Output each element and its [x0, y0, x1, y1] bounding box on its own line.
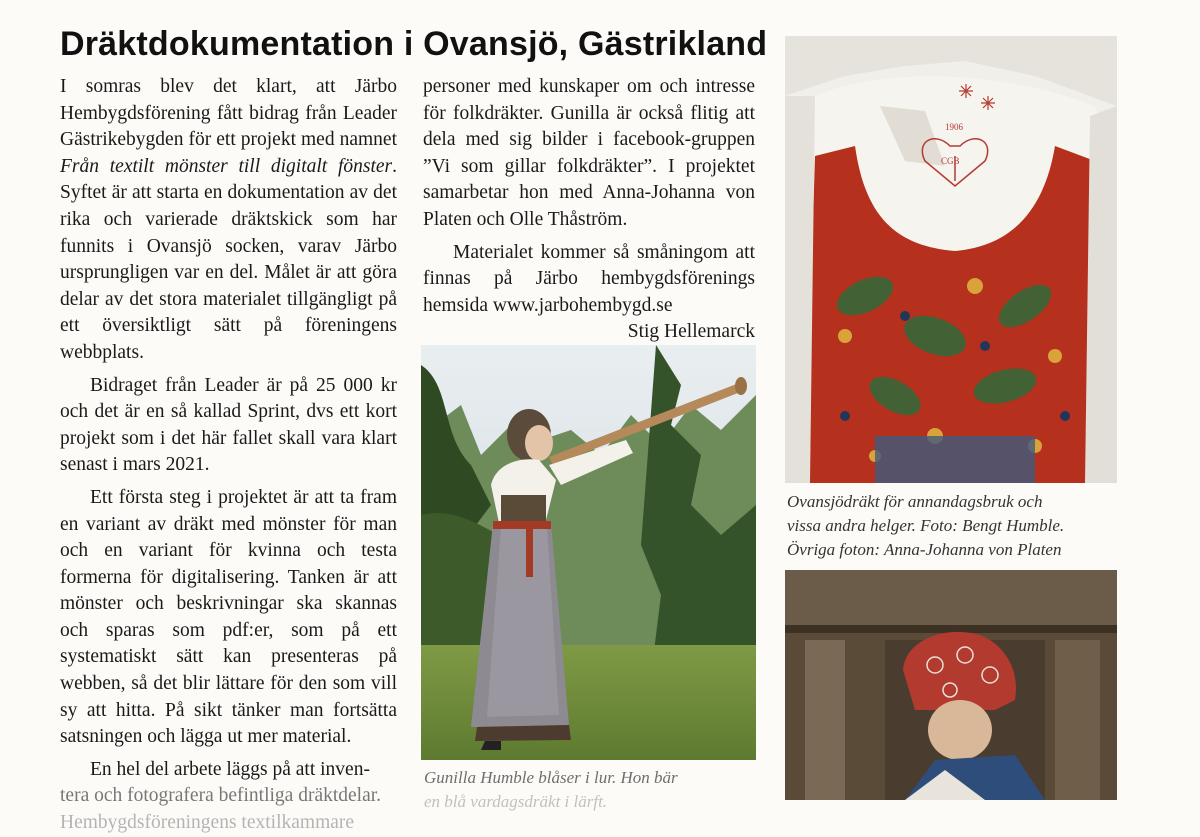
paragraph-5: personer med kunskaper om och intresse för folkdräkter. Gunilla är också flitig att dela med sig bilder i facebook-gruppen ”Vi som gillar folkdräkter”. I projektet samarbetar hon med Anna-Johanna von Platen och Olle Thåström. [423, 76, 755, 230]
costume-caption-line-2: vissa andra helger. Foto: Bengt Humble. [787, 516, 1065, 535]
svg-text:1906: 1906 [945, 122, 963, 132]
article-column-2 [423, 74, 755, 346]
paragraph-3: Ett första steg i projektet är att ta fram en variant av dräkt med mönster för man och en variant för kvinna och testa formerna för digitalisering. Tanken är att mönster och beskrivningar ska skannas och sparas som pdf:er, som på ett systematiskt sätt kan presenteras på webben, så det blir lättare för den som vill sy att hitta. På sikt tänker man fortsätta satsningen och lägga ut mer material. [60, 486, 397, 748]
costume-photo-caption [787, 490, 1064, 562]
paragraph-1-text-end: . Syftet är att starta en dokumentation av det rika och varierade dräktskick som har funnits i Ovansjö socken, varav Järbo ursprungligen var en del. Målet är att göra delar av det stora materialet tillgängligt på ett översiktligt sätt på föreningens webbplats. [60, 155, 397, 363]
paragraph-4-line-1: En hel del arbete läggs på att inven- [90, 758, 370, 780]
author-signature: Stig Hellemarck [627, 321, 755, 343]
article-title: Dräktdokumentation i Ovansjö, Gästrikland [60, 25, 768, 63]
horn-photo-caption [424, 766, 678, 814]
paragraph-2: Bidraget från Leader är på 25 000 kr och det är en så kallad Sprint, dvs ett kort projekt som i det här fallet skall vara klart senast i mars 2021. [60, 374, 397, 476]
paragraph-4-line-2: tera och fotografera befintliga dräktdelar. [60, 785, 382, 807]
woman-blowing-horn-photo [421, 345, 756, 760]
paragraph-1 [60, 74, 397, 367]
project-name: Från textilt mönster till digitalt fönster [60, 155, 393, 177]
horn-caption-line-2: en blå vardagsdräkt i lärft. [424, 792, 608, 811]
paragraph-4-line-3: Hembygdsföreningens textilkammare [60, 812, 355, 834]
folk-costume-closeup-photo [785, 36, 1117, 483]
woman-with-bonnet-photo [785, 570, 1117, 800]
svg-text:CGB: CGB [941, 156, 960, 166]
costume-caption-line-3: Övriga foton: Anna-Johanna von Platen [787, 540, 1062, 559]
article-column-1 [60, 74, 397, 834]
costume-caption-line-1: Ovansjödräkt för annandagsbruk och [787, 492, 1043, 511]
paragraph-4 [60, 757, 397, 837]
paragraph-6: Materialet kommer så småningom att finnas på Järbo hembygdsförenings hemsida www.jarbohembygd.se [423, 241, 755, 316]
horn-caption-line-1: Gunilla Humble blåser i lur. Hon bär [424, 768, 678, 787]
paragraph-1-text: I somras blev det klart, att Järbo Hembygdsförening fått bidrag från Leader Gästrikebygden för ett projekt med namnet [60, 76, 397, 151]
